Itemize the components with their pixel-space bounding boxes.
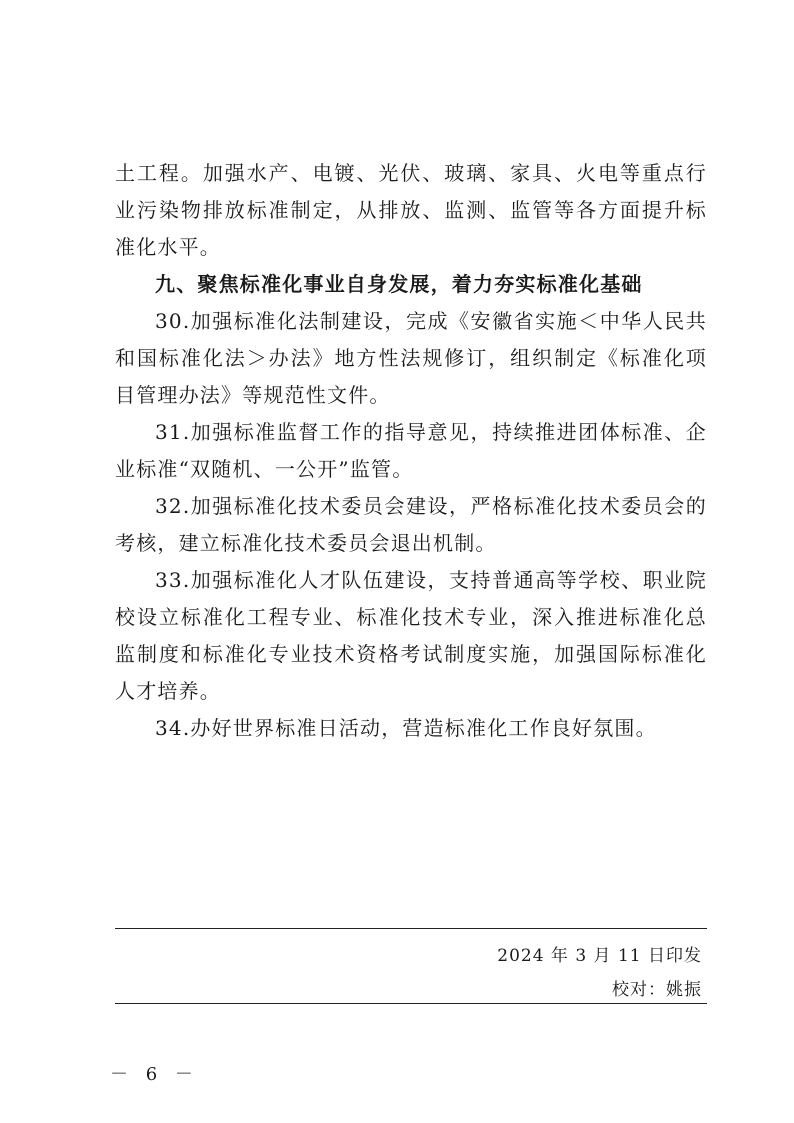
imprint-top-rule	[115, 928, 707, 929]
issue-date: 2024 年 3 月 11 日印发	[497, 946, 702, 966]
item-31-paragraph: 31.加强标准监督工作的指导意见，持续推进团体标准、企业标准“双随机、一公开”监管。	[115, 420, 707, 481]
section-heading: 九、聚焦标准化事业自身发展，着力夯实标准化基础	[155, 272, 643, 296]
continuation-paragraph: 土工程。加强水产、电镀、光伏、玻璃、家具、火电等重点行业污染物排放标准制定，从排放、监测、监管等各方面提升标准化水平。	[115, 161, 707, 259]
page-number: － 6 －	[110, 1064, 199, 1085]
item-34-paragraph: 34.办好世界标准日活动，营造标准化工作良好氛围。	[155, 716, 657, 740]
imprint-bottom-rule	[115, 1003, 707, 1004]
proofreader: 校对：姚振	[612, 980, 702, 1000]
item-30-paragraph: 30.加强标准化法制建设，完成《安徽省实施＜中华人民共和国标准化法＞办法》地方性法规修订，组织制定《标准化项目管理办法》等规范性文件。	[115, 309, 707, 407]
body-text	[115, 155, 707, 747]
item-32-paragraph: 32.加强标准化技术委员会建设，严格标准化技术委员会的考核，建立标准化技术委员会退出机制。	[115, 494, 707, 555]
item-33-paragraph: 33.加强标准化人才队伍建设，支持普通高等学校、职业院校设立标准化工程专业、标准化技术专业，深入推进标准化总监制度和标准化专业技术资格考试制度实施，加强国际标准化人才培养。	[115, 568, 707, 703]
